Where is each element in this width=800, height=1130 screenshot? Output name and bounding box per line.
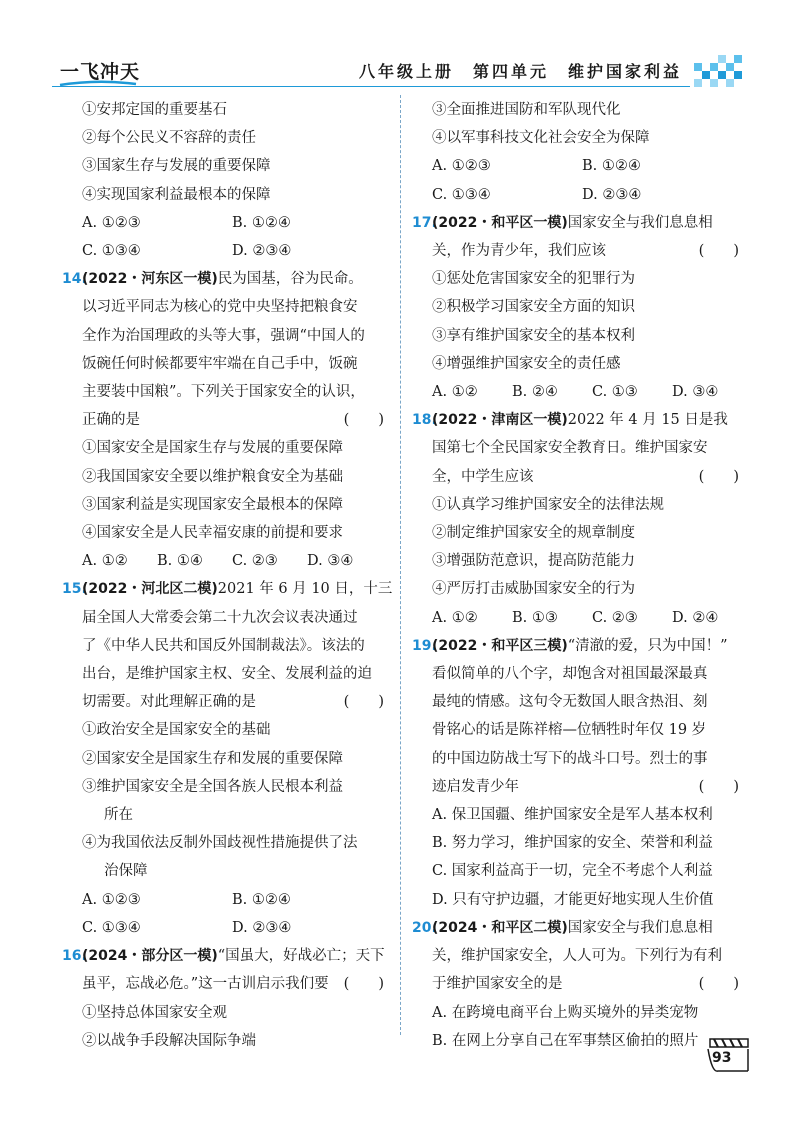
q20-source: (2024・和平区二模) <box>432 919 568 936</box>
q16-option-d[interactable]: D. ②③④ <box>582 186 642 203</box>
q17-option-c[interactable]: C. ①③ <box>592 384 638 401</box>
q17-stem-line-2: 关，作为青少年，我们应该 ( ) <box>412 237 747 265</box>
left-column <box>62 96 392 1055</box>
q15-statement-4: ④为我国依法反制外国歧视性措施提供了法 <box>82 835 358 852</box>
publisher-logo: 一飞冲天 <box>60 61 141 83</box>
q13-option-d[interactable]: D. ②③④ <box>232 243 292 260</box>
q16-option-b[interactable]: B. ①②④ <box>582 158 641 175</box>
q19-source: (2022・和平区三模) <box>432 637 568 654</box>
q19-stem-line-4: 骨铭心的话是陈祥榕—位牺牲时年仅 19 岁 <box>432 722 707 739</box>
q20-option-b[interactable]: B. 在网上分享自己在军事禁区偷拍的照片 <box>432 1032 699 1049</box>
q19-answer-blank[interactable]: ( ) <box>698 778 739 795</box>
q14-option-a[interactable]: A. ①② <box>82 553 128 570</box>
q14-option-b[interactable]: B. ①④ <box>157 553 203 570</box>
q20-answer-blank[interactable]: ( ) <box>698 976 739 993</box>
q18-source: (2022・津南区一模) <box>432 412 568 429</box>
q14-stem-line-6: 正确的是 ( ) <box>62 406 392 434</box>
q20-option-a[interactable]: A. 在跨境电商平台上购买境外的异类宠物 <box>432 1004 699 1021</box>
q16-statement-2: ②以战争手段解决国际争端 <box>82 1032 256 1049</box>
q13-statement-4: ④实现国家利益最根本的保障 <box>82 186 271 203</box>
q19-stem-line-1: 19.(2022・和平区三模)“清澈的爱，只为中国！” <box>412 632 747 660</box>
q15-option-a[interactable]: A. ①②③ <box>82 891 141 908</box>
q19-option-a[interactable]: A. 保卫国疆、维护国家安全是军人基本权利 <box>432 807 713 824</box>
q16-option-c[interactable]: C. ①③④ <box>432 186 491 203</box>
q19-number: 19. <box>412 637 437 654</box>
q18-statement-4: ④严厉打击威胁国家安全的行为 <box>432 581 635 598</box>
q17-statement-1: ①惩处危害国家安全的犯罪行为 <box>432 271 635 288</box>
q20-stem-line-3: 于维护国家安全的是 ( ) <box>412 970 747 998</box>
q15-stem-line-5: 切需要。对此理解正确的是 ( ) <box>62 688 392 716</box>
q19-stem-line-2: 看似简单的八个字，却饱含对祖国最深最真 <box>432 666 708 683</box>
q18-statement-3: ③增强防范意识，提高防范能力 <box>432 553 635 570</box>
q19-option-b[interactable]: B. 努力学习，维护国家的安全、荣誉和利益 <box>432 835 713 852</box>
q15-statement-3: ③维护国家安全是全国各族人民根本利益 <box>82 778 343 795</box>
q17-source: (2022・和平区一模) <box>432 214 568 231</box>
q15-number: 15. <box>62 581 87 598</box>
column-divider <box>400 95 401 1035</box>
q15-stem-line-2: 届全国人大常委会第二十九次会议表决通过 <box>82 609 358 626</box>
q13-statement-3: ③国家生存与发展的重要保障 <box>82 158 271 175</box>
q14-stem-line-3: 全作为治国理政的头等大事，强调“中国人的 <box>82 327 365 344</box>
q14-statement-3: ③国家利益是实现国家安全最根本的保障 <box>82 496 343 513</box>
q13-options-row-1 <box>62 209 392 237</box>
q16-source: (2024・部分区一模) <box>82 948 218 965</box>
q18-statement-1: ①认真学习维护国家安全的法律法规 <box>432 496 664 513</box>
header-rule <box>52 86 690 87</box>
q18-option-a[interactable]: A. ①② <box>432 609 478 626</box>
q17-option-d[interactable]: D. ③④ <box>672 384 719 401</box>
q13-statement-1: ①安邦定国的重要基石 <box>82 102 227 118</box>
q15-stem-line-3: 了《中华人民共和国反外国制裁法》。该法的 <box>82 637 365 654</box>
q13-options-row-2 <box>62 237 392 265</box>
q16-stem-line-1: 16.(2024・部分区一模)“国虽大，好战必亡；天下 <box>62 942 392 970</box>
q14-answer-blank[interactable]: ( ) <box>343 412 384 429</box>
q15-stem-line-1: 15.(2022・河北区二模)2021 年 6 月 10 日，十三 <box>62 575 392 603</box>
q13-option-c[interactable]: C. ①③④ <box>82 243 141 260</box>
q15-option-c[interactable]: C. ①③④ <box>82 919 141 936</box>
q16-statement-4: ④以军事科技文化社会安全为保障 <box>432 130 650 147</box>
q15-options-row-1 <box>62 886 392 914</box>
q18-answer-blank[interactable]: ( ) <box>698 468 739 485</box>
q14-options <box>62 547 392 575</box>
q19-stem-line-6: 迹启发青少年 ( ) <box>412 773 747 801</box>
q17-answer-blank[interactable]: ( ) <box>698 243 739 260</box>
q15-option-b[interactable]: B. ①②④ <box>232 891 291 908</box>
q19-option-d[interactable]: D. 只有守护边疆，才能更好地实现人生价值 <box>432 891 714 908</box>
q14-stem-line-2: 以习近平同志为核心的党中央坚持把粮食安 <box>82 299 358 316</box>
q17-options <box>412 378 747 406</box>
q15-stem-line-4: 出台，是维护国家主权、安全、发展利益的迫 <box>82 666 372 683</box>
q14-statement-1: ①国家安全是国家生存与发展的重要保障 <box>82 440 343 457</box>
q16-statement-3: ③全面推进国防和军队现代化 <box>432 102 621 118</box>
q17-statement-2: ②积极学习国家安全方面的知识 <box>432 299 635 316</box>
q17-statement-4: ④增强维护国家安全的责任感 <box>432 355 621 372</box>
q15-statement-3-cont: 所在 <box>104 807 133 824</box>
q14-stem-line-4: 饭碗任何时候都要牢牢端在自己手中，饭碗 <box>82 355 358 372</box>
q16-answer-blank[interactable]: ( ) <box>343 976 384 993</box>
q15-answer-blank[interactable]: ( ) <box>343 694 384 711</box>
q14-statement-4: ④国家安全是人民幸福安康的前提和要求 <box>82 525 343 542</box>
right-column <box>412 96 747 1055</box>
q15-statement-1: ①政治安全是国家安全的基础 <box>82 722 271 739</box>
q18-stem-line-2: 国第七个全民国家安全教育日。维护国家安 <box>432 440 708 457</box>
q15-source: (2022・河北区二模) <box>82 581 218 598</box>
q15-options-row-2 <box>62 914 392 942</box>
q16-option-a[interactable]: A. ①②③ <box>432 158 491 175</box>
unit-title: 八年级上册 第四单元 维护国家利益 <box>358 62 682 81</box>
q16-statement-1: ①坚持总体国家安全观 <box>82 1004 227 1021</box>
q13-statement-2: ②每个公民义不容辞的责任 <box>82 130 256 147</box>
q18-option-c[interactable]: C. ②③ <box>592 609 638 626</box>
q17-option-a[interactable]: A. ①② <box>432 384 478 401</box>
checkered-pattern-icon <box>694 55 742 89</box>
q14-option-c[interactable]: C. ②③ <box>232 553 278 570</box>
q15-option-d[interactable]: D. ②③④ <box>232 919 292 936</box>
page-number: 93 <box>712 1050 732 1066</box>
q15-statement-4-cont: 治保障 <box>104 863 148 880</box>
q14-statement-2: ②我国国家安全要以维护粮食安全为基础 <box>82 468 343 485</box>
q14-source: (2022・河东区一模) <box>82 271 218 288</box>
q20-number: 20. <box>412 919 437 936</box>
q18-stem-line-1: 18.(2022・津南区一模)2022 年 4 月 15 日是我 <box>412 406 747 434</box>
q18-stem-line-3: 全，中学生应该 ( ) <box>412 463 747 491</box>
q18-options <box>412 604 747 632</box>
q18-option-b[interactable]: B. ①③ <box>512 609 558 626</box>
q16-number: 16. <box>62 948 87 965</box>
q14-option-d[interactable]: D. ③④ <box>307 553 354 570</box>
q19-option-c[interactable]: C. 国家利益高于一切，完全不考虑个人利益 <box>432 863 713 880</box>
q19-stem-line-3: 最纯的情感。这句令无数国人眼含热泪、刻 <box>432 694 708 711</box>
q18-number: 18. <box>412 412 437 429</box>
page-header <box>52 55 742 93</box>
q16-options-row-2 <box>412 181 747 209</box>
q18-statement-2: ②制定维护国家安全的规章制度 <box>432 525 635 542</box>
q19-stem-line-5: 的中国边防战士写下的战斗口号。烈士的事 <box>432 750 708 767</box>
q14-stem-line-5: 主要装中国粮”。下列关于国家安全的认识， <box>82 384 365 401</box>
q13-option-b[interactable]: B. ①②④ <box>232 214 291 231</box>
q16-stem-line-2: 虽平，忘战必危。”这一古训启示我们要 ( ) <box>62 970 392 998</box>
q20-stem-line-1: 20.(2024・和平区二模)国家安全与我们息息相 <box>412 914 747 942</box>
q14-stem-line-1: 14.(2022・河东区一模)民为国基，谷为民命。 <box>62 265 392 293</box>
q18-option-d[interactable]: D. ②④ <box>672 609 719 626</box>
q16-options-row-1 <box>412 152 747 180</box>
q14-number: 14. <box>62 271 87 288</box>
q17-stem-line-1: 17.(2022・和平区一模)国家安全与我们息息相 <box>412 209 747 237</box>
q17-statement-3: ③享有维护国家安全的基本权利 <box>432 327 635 344</box>
q17-option-b[interactable]: B. ②④ <box>512 384 558 401</box>
q17-number: 17. <box>412 214 437 231</box>
q20-stem-line-2: 关，维护国家安全，人人可为。下列行为有利 <box>432 948 722 965</box>
q15-statement-2: ②国家安全是国家生存和发展的重要保障 <box>82 750 343 767</box>
q13-option-a[interactable]: A. ①②③ <box>82 214 141 231</box>
